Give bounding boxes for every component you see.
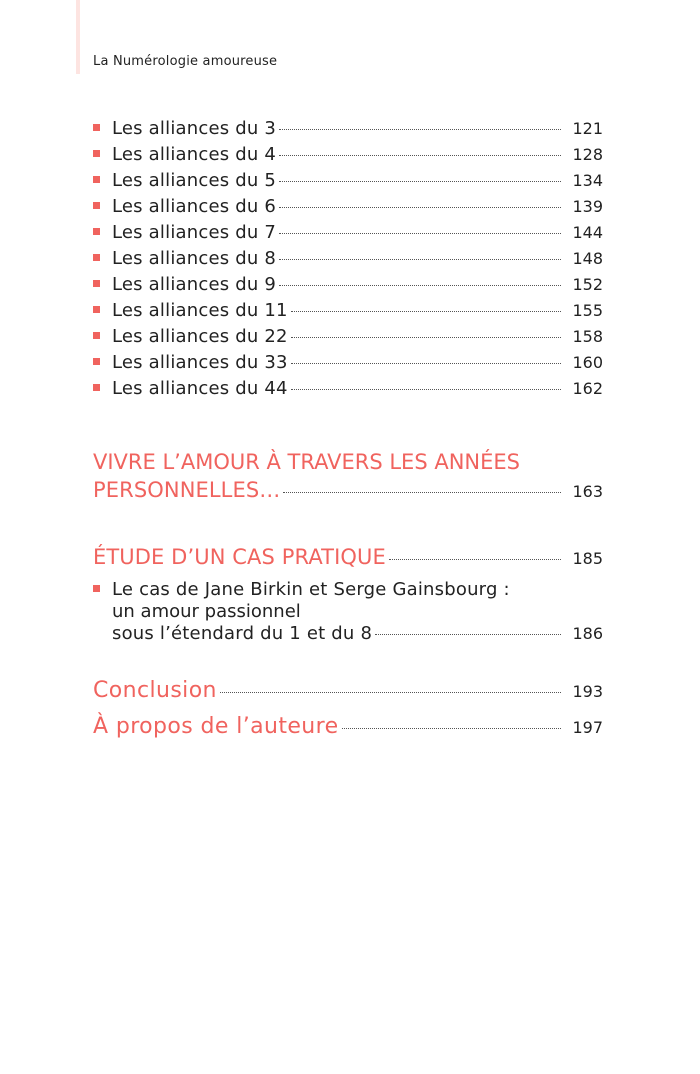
- toc-entry-page: 186: [572, 624, 603, 643]
- toc-entry-multiline-line1: [93, 579, 603, 600]
- toc-entry-label: Les alliances du 11: [112, 300, 288, 321]
- toc-entry-label: Les alliances du 44: [112, 378, 288, 399]
- dot-leader: [220, 691, 561, 693]
- dot-leader: [279, 258, 561, 260]
- toc-entry-page: 128: [572, 145, 603, 164]
- toc-section-page: 185: [572, 549, 603, 568]
- dot-leader: [279, 206, 561, 208]
- toc-section-entry[interactable]: [93, 678, 603, 703]
- toc-entry-label: sous l’étendard du 1 et du 8: [112, 623, 373, 644]
- toc-section-page: 197: [572, 718, 603, 737]
- toc-section-label: Conclusion: [93, 678, 217, 703]
- toc-entry[interactable]: [112, 623, 603, 644]
- toc-entry[interactable]: [93, 274, 603, 295]
- toc-entry[interactable]: [93, 300, 603, 321]
- toc-entry-label: Les alliances du 9: [112, 274, 277, 295]
- dot-leader: [375, 633, 561, 635]
- toc-entry[interactable]: [93, 170, 603, 191]
- toc-entry[interactable]: [93, 378, 603, 399]
- dot-leader: [342, 727, 561, 729]
- toc-entry-page: 144: [572, 223, 603, 242]
- running-head: La Numérologie amoureuse: [93, 54, 278, 69]
- toc-entry-page: 152: [572, 275, 603, 294]
- toc-entry-label: Les alliances du 6: [112, 196, 277, 217]
- toc-entry-label: Les alliances du 33: [112, 352, 288, 373]
- toc-entry-page: 162: [572, 379, 603, 398]
- toc-entry[interactable]: [93, 118, 603, 139]
- toc-entry[interactable]: [93, 326, 603, 347]
- square-bullet-icon: [93, 384, 100, 391]
- toc-section-label: PERSONNELLES…: [93, 478, 281, 502]
- square-bullet-icon: [93, 176, 100, 183]
- square-bullet-icon: [93, 280, 100, 287]
- dot-leader: [279, 284, 561, 286]
- square-bullet-icon: [93, 150, 100, 157]
- toc-entry[interactable]: [93, 352, 603, 373]
- toc-entry-page: 121: [572, 119, 603, 138]
- square-bullet-icon: [93, 124, 100, 131]
- section-heading-line: VIVRE L’AMOUR À TRAVERS LES ANNÉES: [93, 450, 520, 474]
- dot-leader: [279, 232, 561, 234]
- toc-entry[interactable]: [93, 222, 603, 243]
- toc-section-entry[interactable]: [93, 714, 603, 739]
- toc-entry-page: 148: [572, 249, 603, 268]
- toc-entry[interactable]: [93, 144, 603, 165]
- dot-leader: [291, 336, 561, 338]
- toc-entry-label: Les alliances du 5: [112, 170, 277, 191]
- toc-section-entry[interactable]: [93, 478, 603, 502]
- toc-section-page: 193: [572, 682, 603, 701]
- toc-entry-label: Les alliances du 8: [112, 248, 277, 269]
- square-bullet-icon: [93, 306, 100, 313]
- toc-entry-label: Le cas de Jane Birkin et Serge Gainsbourg :: [112, 579, 510, 600]
- toc-entry-page: 134: [572, 171, 603, 190]
- toc-entry-label: Les alliances du 22: [112, 326, 288, 347]
- toc-entry-label: Les alliances du 7: [112, 222, 277, 243]
- dot-leader: [291, 310, 561, 312]
- toc-entry[interactable]: [93, 248, 603, 269]
- square-bullet-icon: [93, 358, 100, 365]
- square-bullet-icon: [93, 332, 100, 339]
- toc-entry-page: 139: [572, 197, 603, 216]
- toc-section-label: À propos de l’auteure: [93, 714, 339, 739]
- page-edge-marker: [76, 0, 80, 74]
- dot-leader: [279, 128, 561, 130]
- toc-entry-label: Les alliances du 4: [112, 144, 277, 165]
- dot-leader: [389, 558, 561, 560]
- square-bullet-icon: [93, 585, 100, 592]
- dot-leader: [291, 388, 561, 390]
- toc-section-label: ÉTUDE D’UN CAS PRATIQUE: [93, 545, 386, 569]
- square-bullet-icon: [93, 228, 100, 235]
- toc-section-page: 163: [572, 482, 603, 501]
- toc-entry-label: Les alliances du 3: [112, 118, 277, 139]
- dot-leader: [279, 180, 561, 182]
- square-bullet-icon: [93, 202, 100, 209]
- toc-section-entry[interactable]: [93, 545, 603, 569]
- toc-entry-label-continued: un amour passionnel: [112, 601, 301, 622]
- toc-entry-page: 158: [572, 327, 603, 346]
- dot-leader: [279, 154, 561, 156]
- dot-leader: [283, 491, 561, 493]
- dot-leader: [291, 362, 561, 364]
- square-bullet-icon: [93, 254, 100, 261]
- toc-entry[interactable]: [93, 196, 603, 217]
- toc-entry-page: 160: [572, 353, 603, 372]
- toc-entry-page: 155: [572, 301, 603, 320]
